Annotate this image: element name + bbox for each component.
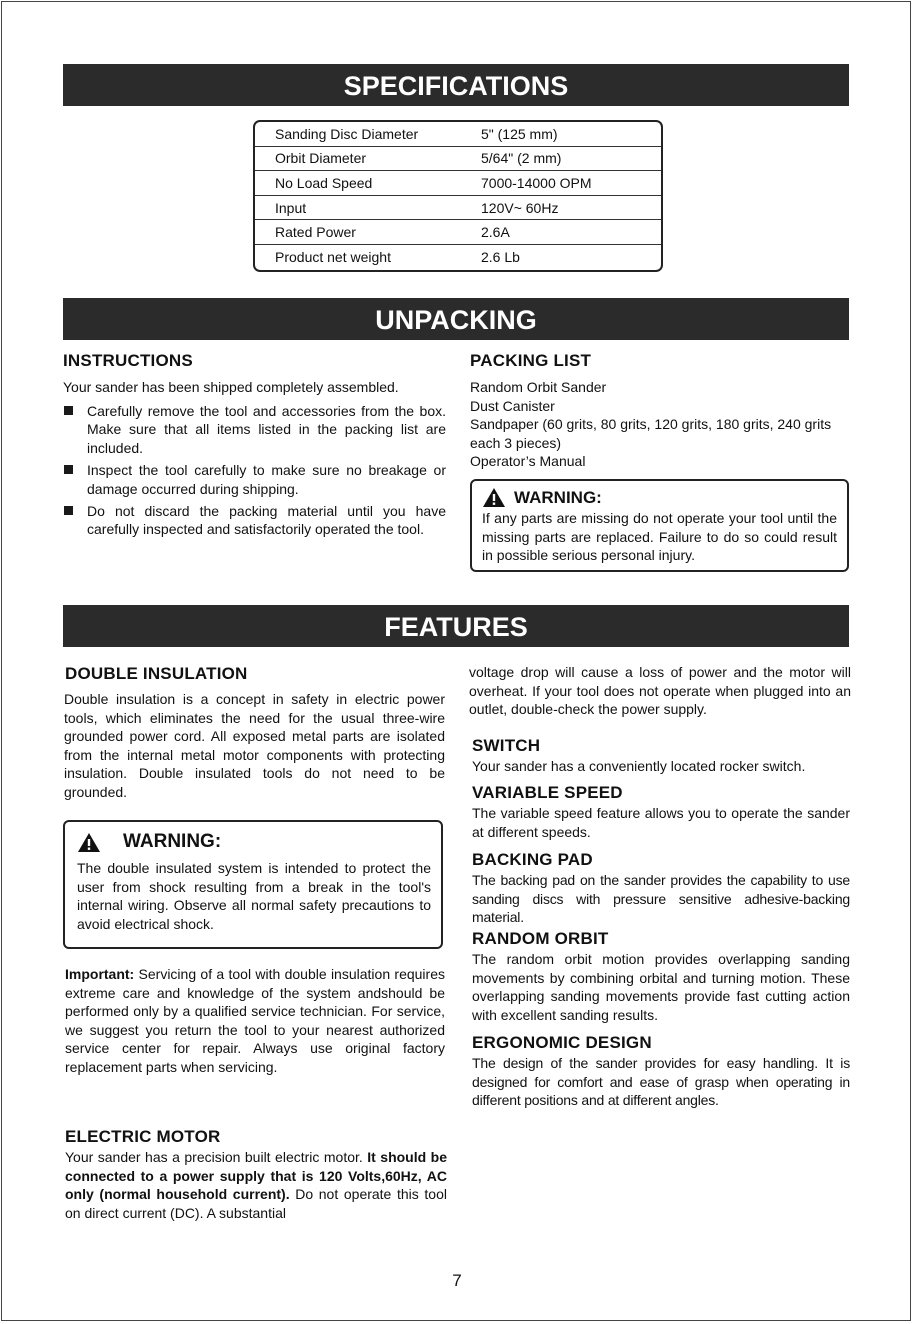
spec-value: 5" (125 mm) [481,125,558,142]
electric-motor-text: Your sander has a precision built electric motor. It should be connected to a power supply that is 120 Volts,60Hz, AC only (normal household current). Do not operate this tool on direct current (DC). A substantial [65,1149,447,1221]
warning-text: If any parts are missing do not operate your tool until the missing parts are replaced. Failure to do so could result in possible serious personal injury. [482,510,837,564]
spec-value: 5/64" (2 mm) [481,150,562,167]
list-item: Sandpaper (60 grits, 80 grits, 120 grits, 180 grits, 240 grits each 3 pieces) [470,416,832,451]
list-item: Do not discard the packing material until you have carefully inspected and satisfactorily operated the tool. [63,502,446,539]
spec-label: Product net weight [275,249,391,266]
switch-heading: SWITCH [472,736,541,755]
electric-motor-heading: ELECTRIC MOTOR [65,1127,221,1146]
list-item: Random Orbit Sander [470,379,607,395]
warning-triangle-icon [482,487,506,508]
ergonomic-design-heading: ERGONOMIC DESIGN [472,1033,652,1052]
spec-label: Rated Power [275,224,356,241]
double-insulation-warning-box [63,820,443,949]
page-number: 7 [452,1271,462,1290]
instructions-list [63,402,446,543]
backing-pad-text: The backing pad on the sander provides the capability to use sanding discs with pressure sensitive adhesive-backing material. [472,872,850,926]
packing-list-heading: PACKING LIST [470,351,592,370]
warning-triangle-icon [77,832,101,853]
spec-label: Orbit Diameter [275,150,367,167]
double-insulation-text: Double insulation is a concept in safety in electric power tools, which eliminates the need for the usual three-wire grounded power cord. All exposed metal parts are isolated from the internal metal motor components with protecting insulation. Double insulated tools do not need to be grounded. [64,691,445,800]
variable-speed-text: The variable speed feature allows you to operate the sander at different speeds. [472,805,850,840]
spec-value: 7000-14000 OPM [481,174,592,191]
list-item: Carefully remove the tool and accessories from the box. Make sure that all items listed in the packing list are included. [63,402,446,457]
spec-label: Input [275,199,307,216]
bullet-square-icon [64,406,73,415]
packing-list [470,378,850,471]
important-label: Important: [65,966,135,982]
list-item: Operator’s Manual [470,453,586,470]
bullet-square-icon [64,465,73,474]
spec-value: 120V~ 60Hz [481,199,559,216]
spec-label: No Load Speed [275,174,373,191]
spec-row [255,220,661,245]
bullet-square-icon [64,506,73,515]
warning-title: WARNING: [482,487,837,508]
ergonomic-design-text: The design of the sander provides for easy handling. It is designed for comfort and ease of grasp when operating in different positions and at different angles. [472,1055,850,1109]
variable-speed-heading: VARIABLE SPEED [472,783,623,802]
spec-value: 2.6A [481,224,510,241]
specifications-table [253,120,663,272]
specifications-banner: SPECIFICATIONS [63,64,849,106]
spec-value: 2.6 Lb [481,249,520,266]
random-orbit-heading: RANDOM ORBIT [472,929,609,948]
important-note: Important: Servicing of a tool with double insulation requires extreme care and knowledge of the system andshould be performed only by a qualified service technician. For service, we suggest you return the tool to your nearest authorized service center for repair. Always use original factory replacement parts when servicing. [65,966,445,1075]
warning-title: WARNING: [77,831,431,853]
warning-text: The double insulated system is intended to protect the user from shock resulting from a break in the tool's internal wiring. Observe all normal safety precautions to avoid electrical shock. [77,860,431,932]
switch-text: Your sander has a conveniently located rocker switch. [472,758,806,774]
unpacking-banner: UNPACKING [63,298,849,340]
spec-row [255,147,661,172]
backing-pad-heading: BACKING PAD [472,850,593,869]
missing-parts-warning-box [470,479,849,572]
unpacking-intro: Your sander has been shipped completely assembled. [63,379,399,395]
list-item: Inspect the tool carefully to make sure no breakage or damage occurred during shipping. [63,461,446,498]
electric-motor-continued-text: voltage drop will cause a loss of power and the motor will overheat. If your tool does not operate when plugged into an outlet, double-check the power supply. [469,664,851,718]
spec-row [255,122,661,147]
spec-row [255,196,661,221]
instructions-heading: INSTRUCTIONS [63,351,193,370]
random-orbit-text: The random orbit motion provides overlapping sanding movements by combining orbital and turning motion. These overlapping sanding movements provide fast cutting action with excellent sanding results. [472,951,850,1023]
features-banner: FEATURES [63,605,849,647]
spec-label: Sanding Disc Diameter [275,125,419,142]
spec-row [255,245,661,270]
spec-row [255,171,661,196]
double-insulation-heading: DOUBLE INSULATION [65,664,248,683]
list-item: Dust Canister [470,397,555,414]
